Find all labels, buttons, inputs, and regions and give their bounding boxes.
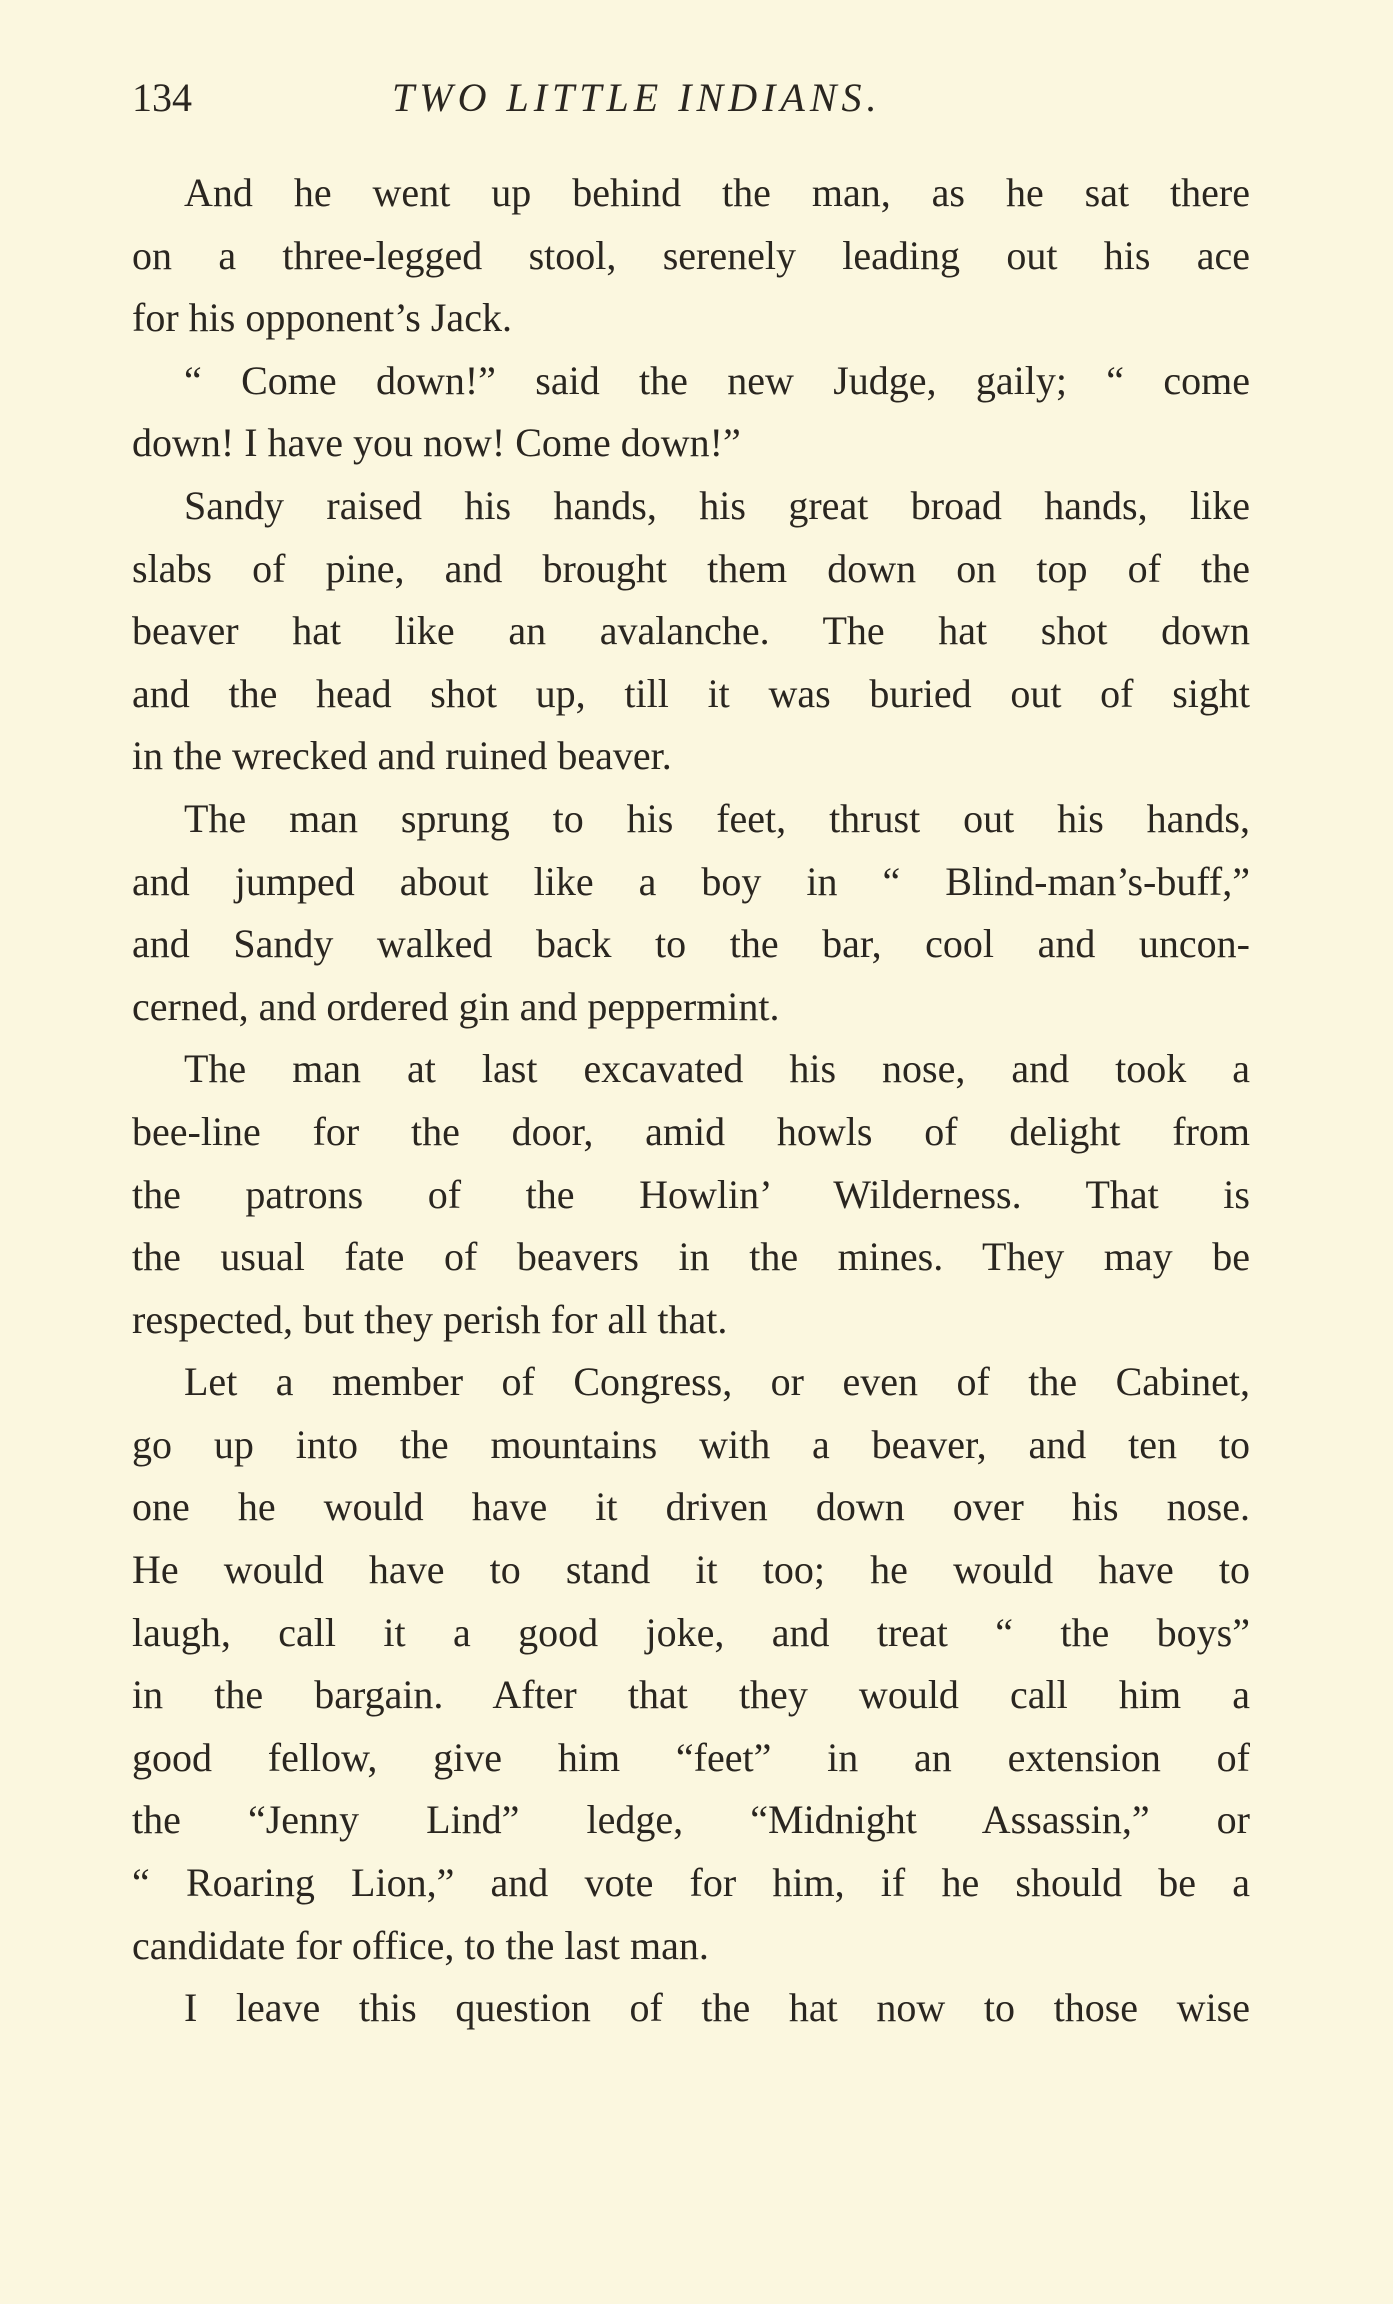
running-head	[132, 72, 1250, 124]
running-title: TWO LITTLE INDIANS.	[392, 75, 882, 120]
text-line: Let a member of Congress, or even of the Cabinet,	[184, 1359, 1250, 1405]
text-line: beaver hat like an avalanche. The hat shot down	[132, 608, 1250, 654]
text-line: laugh, call it a good joke, and treat “ the boys”	[132, 1609, 1250, 1655]
page-number: 134	[132, 75, 192, 120]
text-line: The man sprung to his feet, thrust out his hands,	[184, 795, 1250, 841]
text-line: down! I have you now! Come down!”	[132, 420, 741, 466]
text-line: candidate for office, to the last man.	[132, 1922, 709, 1968]
text-line: “ Roaring Lion,” and vote for him, if he should be a	[132, 1860, 1250, 1906]
text-line: I leave this question of the hat now to those wise	[184, 1985, 1250, 2031]
text-line: good fellow, give him “feet” in an extension of	[132, 1734, 1250, 1780]
text-line: and the head shot up, till it was buried out of sight	[132, 670, 1250, 716]
text-line: on a three-legged stool, serenely leading out his ace	[132, 232, 1250, 278]
text-line: the patrons of the Howlin’ Wilderness. That is	[132, 1171, 1250, 1217]
text-line: go up into the mountains with a beaver, and ten to	[132, 1421, 1250, 1467]
text-line: Sandy raised his hands, his great broad hands, like	[184, 482, 1250, 528]
text-line: bee-line for the door, amid howls of delight from	[132, 1108, 1250, 1154]
text-line: the “Jenny Lind” ledge, “Midnight Assassin,” or	[132, 1797, 1250, 1843]
text-line: He would have to stand it too; he would have to	[132, 1547, 1250, 1593]
body-text	[132, 162, 1250, 2040]
text-line: and jumped about like a boy in “ Blind-man’s-buff,”	[132, 858, 1250, 904]
text-line: slabs of pine, and brought them down on top of the	[132, 545, 1250, 591]
text-line: And he went up behind the man, as he sat there	[184, 170, 1250, 215]
text-line: respected, but they perish for all that.	[132, 1296, 728, 1342]
text-line: for his opponent’s Jack.	[132, 295, 512, 341]
text-line: in the bargain. After that they would call him a	[132, 1672, 1250, 1718]
text-line: the usual fate of beavers in the mines. They may be	[132, 1234, 1250, 1280]
text-line: The man at last excavated his nose, and took a	[184, 1046, 1250, 1092]
text-line: in the wrecked and ruined beaver.	[132, 733, 672, 779]
text-line: one he would have it driven down over his nose.	[132, 1484, 1250, 1530]
text-line: cerned, and ordered gin and peppermint.	[132, 983, 780, 1029]
text-line: and Sandy walked back to the bar, cool and uncon-	[132, 921, 1250, 967]
text-line: “ Come down!” said the new Judge, gaily; “ come	[184, 357, 1250, 403]
